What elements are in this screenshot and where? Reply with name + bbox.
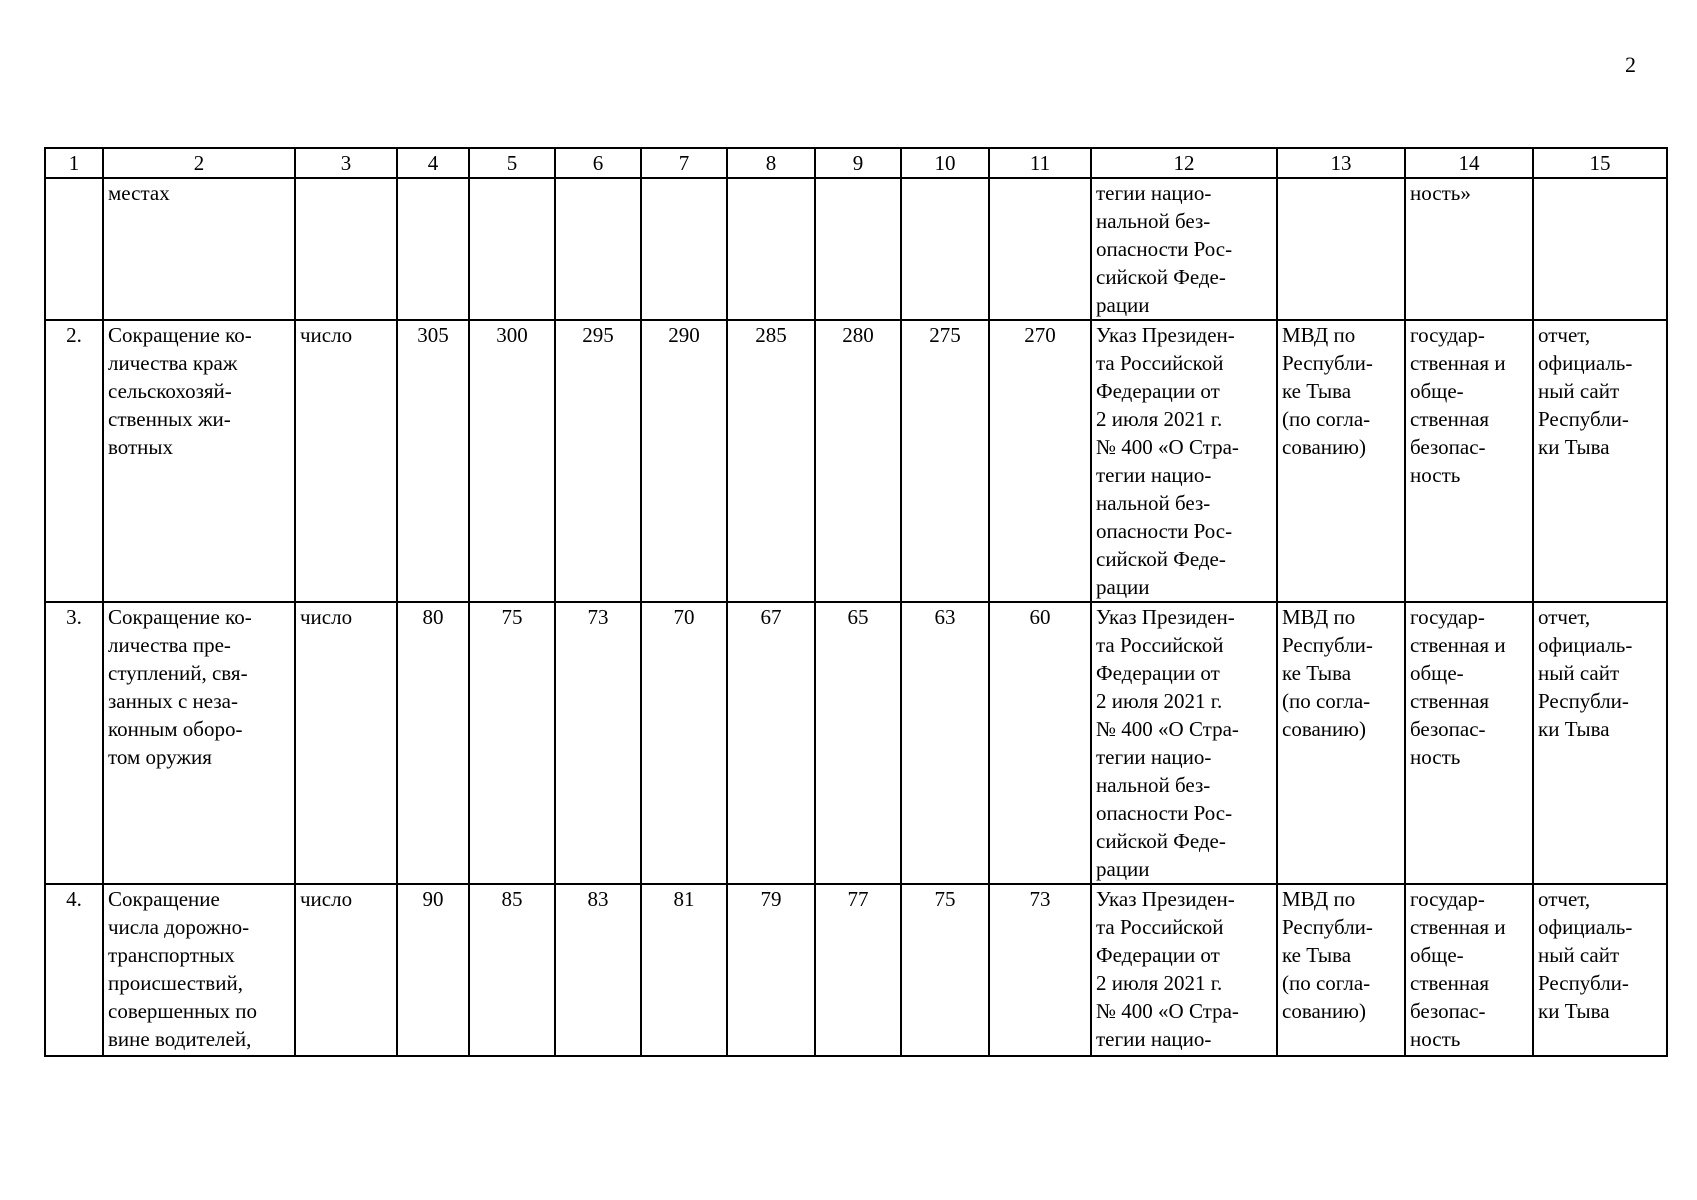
- value-cell: 90: [397, 884, 469, 1056]
- value-cell: 81: [641, 884, 727, 1056]
- table-row: [45, 884, 1667, 1056]
- value-cell: [815, 178, 901, 320]
- value-cell: 63: [901, 602, 989, 884]
- value-cell: 83: [555, 884, 641, 1056]
- value-cell: 60: [989, 602, 1091, 884]
- table-row: [45, 320, 1667, 602]
- unit-cell: число: [295, 320, 397, 602]
- value-cell: [901, 178, 989, 320]
- value-cell: 79: [727, 884, 815, 1056]
- value-cell: 85: [469, 884, 555, 1056]
- value-cell: 275: [901, 320, 989, 602]
- column-header: 4: [397, 148, 469, 178]
- row-number: 3.: [45, 602, 103, 884]
- page-number: 2: [1625, 52, 1636, 77]
- responsible-cell: МВД по Республи- ке Тыва (по согла- сованию): [1277, 602, 1405, 884]
- unit-cell: число: [295, 884, 397, 1056]
- value-cell: [989, 178, 1091, 320]
- column-header: 10: [901, 148, 989, 178]
- source-cell: отчет, официаль- ный сайт Республи- ки Тыва: [1533, 884, 1667, 1056]
- column-header: 12: [1091, 148, 1277, 178]
- table-row: [45, 178, 1667, 320]
- value-cell: 305: [397, 320, 469, 602]
- area-cell: ность»: [1405, 178, 1533, 320]
- value-cell: [397, 178, 469, 320]
- header-row: [45, 148, 1667, 178]
- indicator-name: местах: [103, 178, 295, 320]
- value-cell: 280: [815, 320, 901, 602]
- table-row: [45, 602, 1667, 884]
- basis-cell: Указ Президен- та Российской Федерации от 2 июля 2021 г. № 400 «О Стра- тегии нацио- нальной без- опасности Рос- сийской Феде- рации: [1091, 320, 1277, 602]
- column-header: 15: [1533, 148, 1667, 178]
- column-header: 3: [295, 148, 397, 178]
- basis-cell: Указ Президен- та Российской Федерации от 2 июля 2021 г. № 400 «О Стра- тегии нацио-: [1091, 884, 1277, 1056]
- column-header: 5: [469, 148, 555, 178]
- column-header: 13: [1277, 148, 1405, 178]
- row-number: 2.: [45, 320, 103, 602]
- value-cell: 290: [641, 320, 727, 602]
- value-cell: 70: [641, 602, 727, 884]
- row-number: [45, 178, 103, 320]
- column-header: 8: [727, 148, 815, 178]
- column-header: 1: [45, 148, 103, 178]
- area-cell: государ- ственная и обще- ственная безопас- ность: [1405, 602, 1533, 884]
- column-header: 14: [1405, 148, 1533, 178]
- unit-cell: число: [295, 602, 397, 884]
- area-cell: государ- ственная и обще- ственная безопас- ность: [1405, 320, 1533, 602]
- unit-cell: [295, 178, 397, 320]
- value-cell: 65: [815, 602, 901, 884]
- value-cell: [641, 178, 727, 320]
- column-header: 11: [989, 148, 1091, 178]
- column-header: 2: [103, 148, 295, 178]
- value-cell: [555, 178, 641, 320]
- basis-cell: тегии нацио- нальной без- опасности Рос- сийской Феде- рации: [1091, 178, 1277, 320]
- row-number: 4.: [45, 884, 103, 1056]
- column-header: 9: [815, 148, 901, 178]
- value-cell: 77: [815, 884, 901, 1056]
- value-cell: 295: [555, 320, 641, 602]
- value-cell: 67: [727, 602, 815, 884]
- value-cell: 73: [555, 602, 641, 884]
- value-cell: 75: [901, 884, 989, 1056]
- indicator-name: Сокращение ко- личества краж сельскохозяй- ственных жи- вотных: [103, 320, 295, 602]
- value-cell: [727, 178, 815, 320]
- value-cell: 75: [469, 602, 555, 884]
- responsible-cell: МВД по Республи- ке Тыва (по согла- сованию): [1277, 320, 1405, 602]
- source-cell: [1533, 178, 1667, 320]
- column-header: 7: [641, 148, 727, 178]
- value-cell: 80: [397, 602, 469, 884]
- indicators-table: [44, 147, 1668, 1057]
- value-cell: 300: [469, 320, 555, 602]
- source-cell: отчет, официаль- ный сайт Республи- ки Тыва: [1533, 320, 1667, 602]
- indicator-name: Сокращение числа дорожно- транспортных происшествий, совершенных по вине водителей,: [103, 884, 295, 1056]
- area-cell: государ- ственная и обще- ственная безопас- ность: [1405, 884, 1533, 1056]
- source-cell: отчет, официаль- ный сайт Республи- ки Тыва: [1533, 602, 1667, 884]
- value-cell: 73: [989, 884, 1091, 1056]
- value-cell: 270: [989, 320, 1091, 602]
- responsible-cell: МВД по Республи- ке Тыва (по согла- сованию): [1277, 884, 1405, 1056]
- value-cell: 285: [727, 320, 815, 602]
- column-header: 6: [555, 148, 641, 178]
- indicator-name: Сокращение ко- личества пре- ступлений, свя- занных с неза- конным оборо- том оружия: [103, 602, 295, 884]
- responsible-cell: [1277, 178, 1405, 320]
- value-cell: [469, 178, 555, 320]
- basis-cell: Указ Президен- та Российской Федерации от 2 июля 2021 г. № 400 «О Стра- тегии нацио- нальной без- опасности Рос- сийской Феде- рации: [1091, 602, 1277, 884]
